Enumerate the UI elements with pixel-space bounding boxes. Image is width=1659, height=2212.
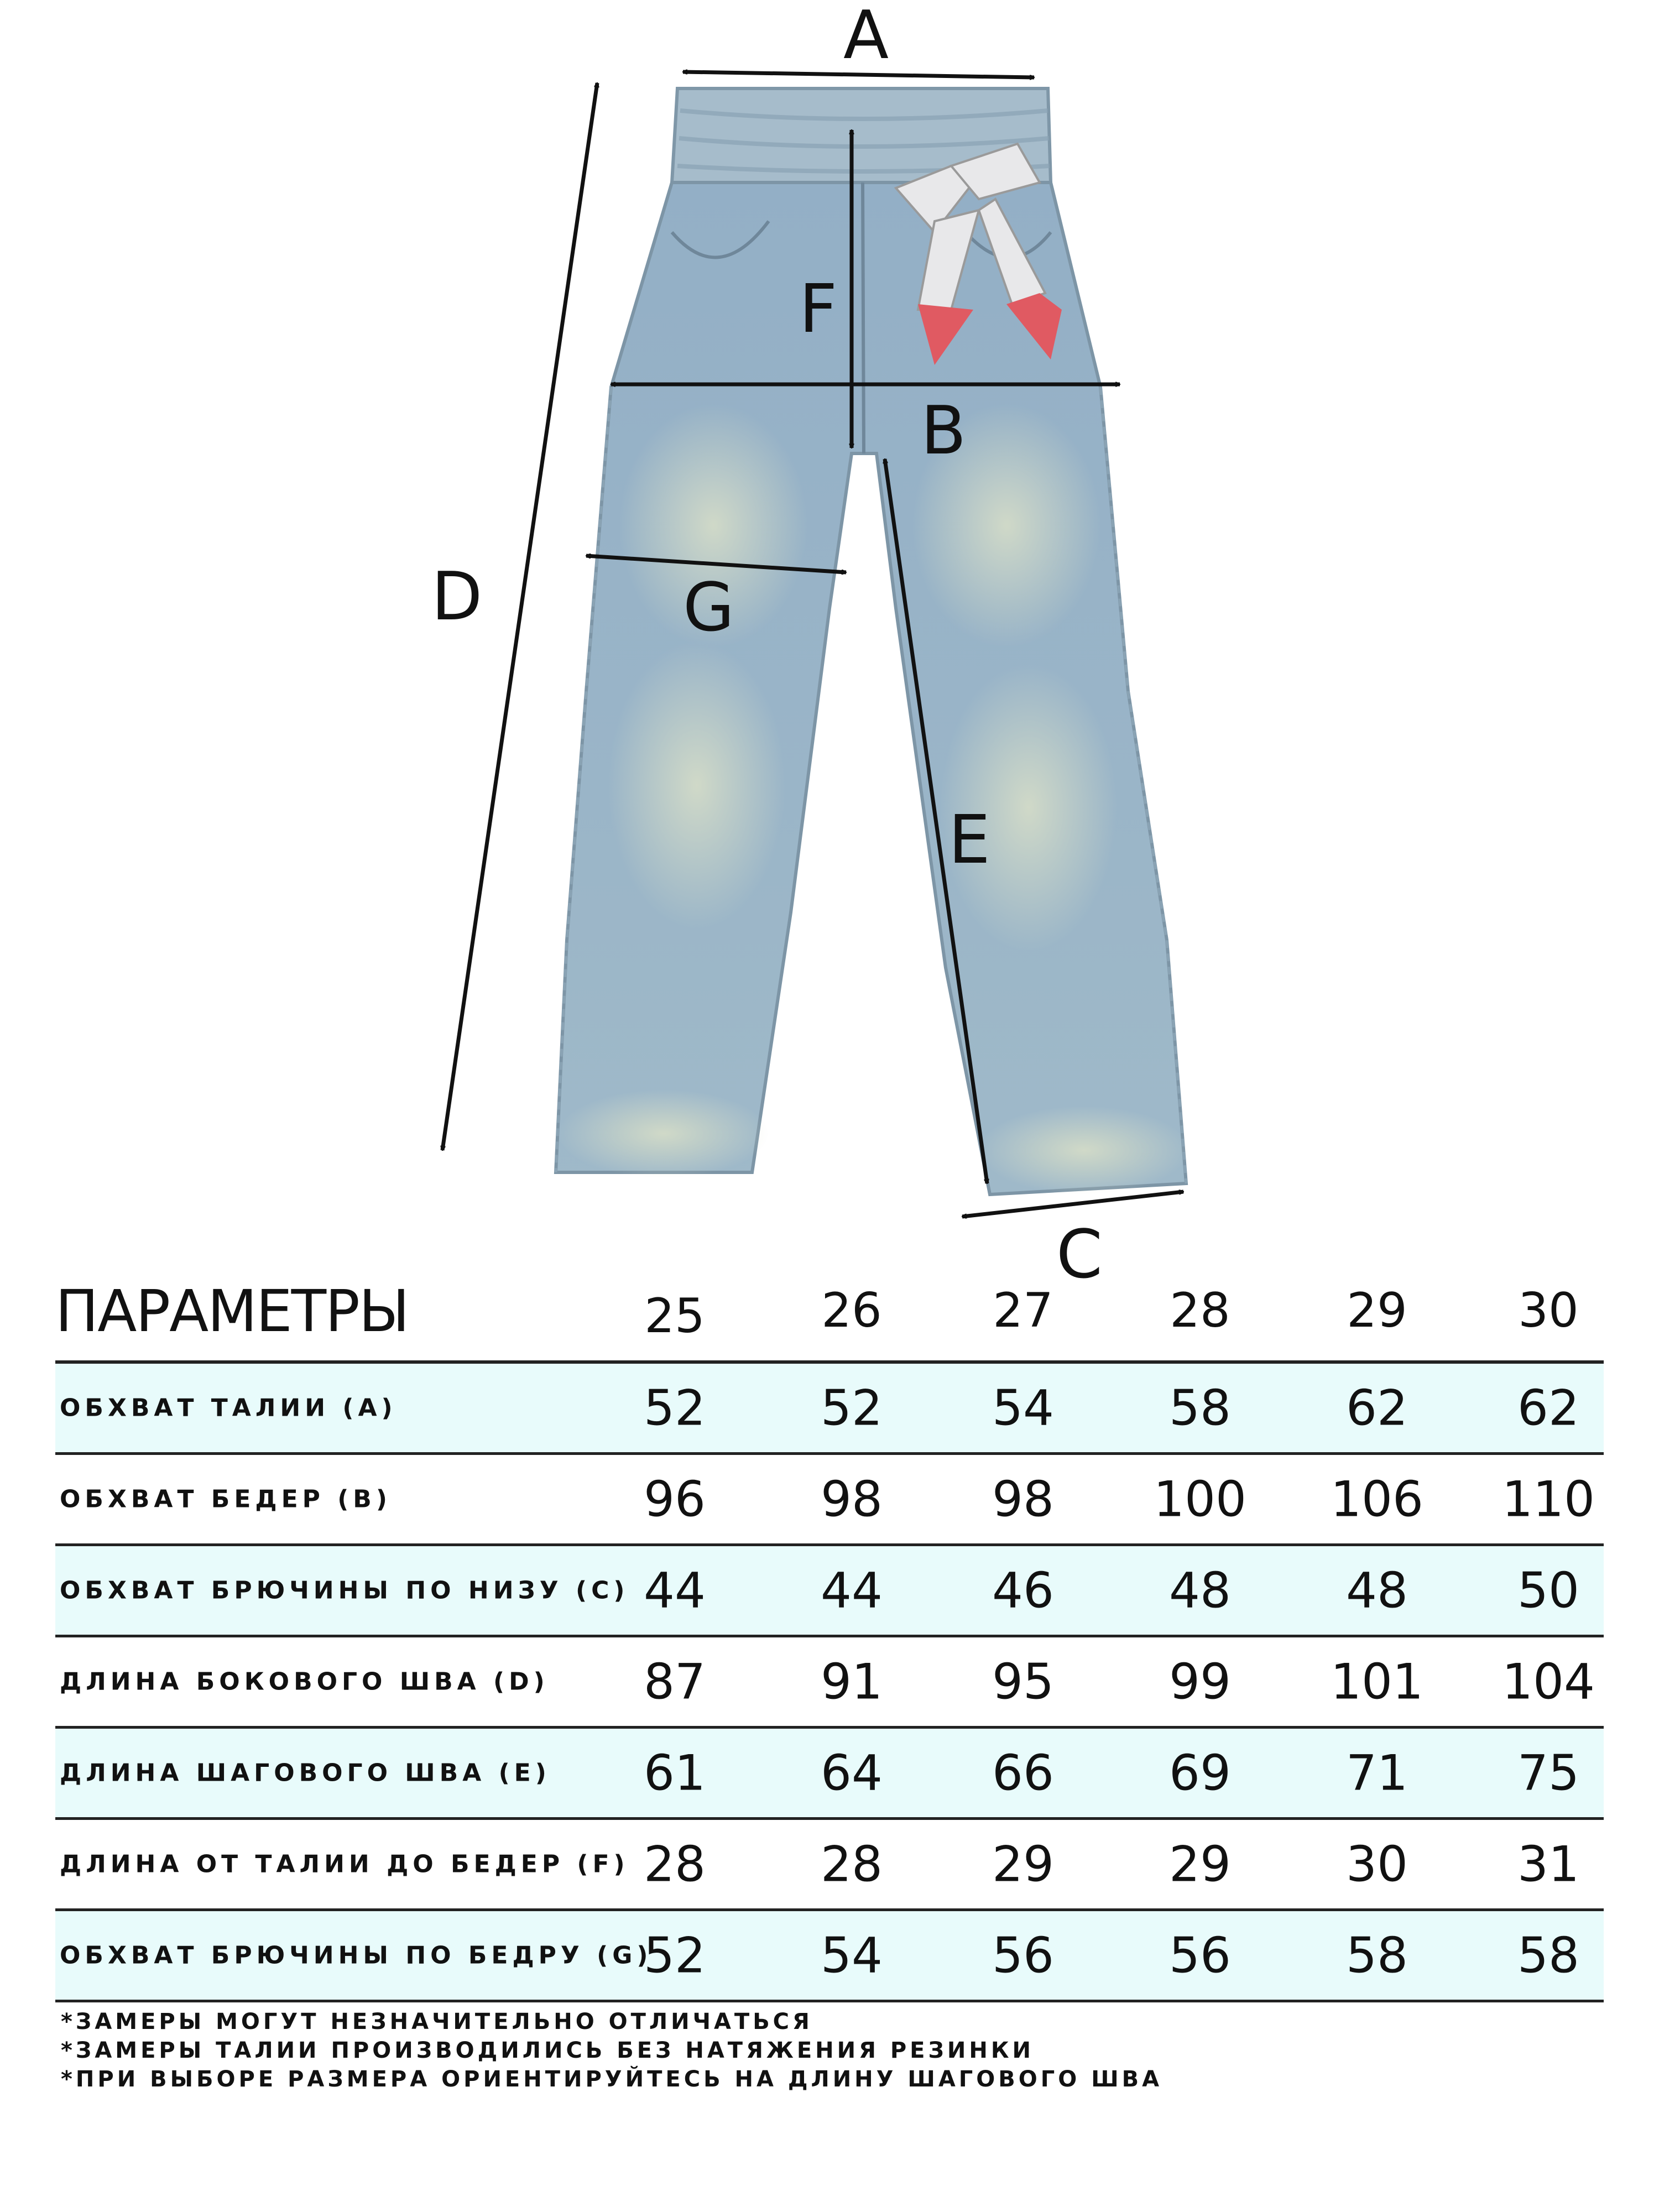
table-cell: 98 (992, 1470, 1054, 1528)
row-label: ДЛИНА БОКОВОГО ШВА (D) (60, 1667, 549, 1696)
table-cell: 110 (1502, 1470, 1595, 1528)
table-cell: 100 (1154, 1470, 1246, 1528)
table-row (55, 1637, 1604, 1729)
footnotes (61, 2007, 1162, 2094)
table-cell: 48 (1346, 1562, 1408, 1619)
table-row (55, 1729, 1604, 1820)
table-cell: 69 (1169, 1744, 1231, 1802)
table-cell: 91 (821, 1653, 883, 1710)
table-cell: 44 (644, 1562, 706, 1619)
table-cell: 96 (644, 1470, 706, 1528)
table-cell: 30 (1346, 1835, 1408, 1893)
table-cell: 71 (1346, 1744, 1408, 1802)
table-cell: 48 (1169, 1562, 1231, 1619)
label-d: D (431, 559, 483, 635)
label-e: E (948, 802, 990, 879)
size-chart-table (55, 1266, 1604, 2002)
size-header: 26 (821, 1283, 882, 1338)
table-cell: 62 (1517, 1379, 1579, 1437)
table-row (55, 1364, 1604, 1455)
table-cell: 46 (992, 1562, 1054, 1619)
table-cell: 104 (1502, 1653, 1595, 1710)
table-cell: 66 (992, 1744, 1054, 1802)
row-label: ДЛИНА ШАГОВОГО ШВА (Е) (60, 1759, 551, 1787)
table-row (55, 1455, 1604, 1546)
table-cell: 28 (821, 1835, 883, 1893)
table-cell: 75 (1517, 1744, 1579, 1802)
table-cell: 58 (1517, 1927, 1579, 1984)
footnote: *ЗАМЕРЫ ТАЛИИ ПРОИЗВОДИЛИСЬ БЕЗ НАТЯЖЕНИЯ РЕЗИНКИ (61, 2038, 1035, 2063)
table-cell: 54 (821, 1927, 883, 1984)
table-cell: 98 (821, 1470, 883, 1528)
table-cell: 61 (644, 1744, 706, 1802)
label-b: B (921, 393, 967, 469)
table-cell: 52 (821, 1379, 883, 1437)
footnote: *ЗАМЕРЫ МОГУТ НЕЗНАЧИТЕЛЬНО ОТЛИЧАТЬСЯ (61, 2009, 813, 2034)
table-cell: 101 (1331, 1653, 1423, 1710)
size-header: 29 (1347, 1283, 1407, 1338)
table-cell: 31 (1517, 1835, 1579, 1893)
table-cell: 50 (1517, 1562, 1579, 1619)
table-cell: 58 (1169, 1379, 1231, 1437)
table-cell: 29 (992, 1835, 1054, 1893)
footnote: *ПРИ ВЫБОРЕ РАЗМЕРА ОРИЕНТИРУЙТЕСЬ НА ДЛИНУ ШАГОВОГО ШВА (61, 2067, 1163, 2092)
size-header: 28 (1170, 1283, 1230, 1338)
label-a: A (843, 0, 889, 74)
table-cell: 56 (992, 1927, 1054, 1984)
row-label: ОБХВАТ БРЮЧИНЫ ПО НИЗУ (С) (60, 1576, 629, 1605)
label-f: F (799, 271, 838, 348)
table-cell: 87 (644, 1653, 706, 1710)
label-c: C (1056, 1217, 1103, 1288)
table-header (55, 1266, 1604, 1364)
table-row (55, 1911, 1604, 2002)
table-cell: 64 (821, 1744, 883, 1802)
table-cell: 106 (1331, 1470, 1423, 1528)
table-row (55, 1546, 1604, 1637)
table-cell: 52 (644, 1379, 706, 1437)
table-cell: 28 (644, 1835, 706, 1893)
table-row (55, 1820, 1604, 1911)
size-header: 30 (1518, 1283, 1579, 1338)
table-cell: 62 (1346, 1379, 1408, 1437)
table-cell: 56 (1169, 1927, 1231, 1984)
row-label: ОБХВАТ БЕДЕР (В) (60, 1485, 392, 1514)
table-cell: 95 (992, 1653, 1054, 1710)
table-title: ПАРАМЕТРЫ (55, 1277, 409, 1345)
row-label: ОБХВАТ БРЮЧИНЫ ПО БЕДРУ (G) (60, 1941, 653, 1970)
table-cell: 99 (1169, 1653, 1231, 1710)
table-cell: 44 (821, 1562, 883, 1619)
size-header: 27 (993, 1283, 1053, 1338)
row-label: ДЛИНА ОТ ТАЛИИ ДО БЕДЕР (F) (60, 1850, 629, 1879)
jeans-image (556, 88, 1189, 1194)
row-label: ОБХВАТ ТАЛИИ (А) (60, 1394, 397, 1422)
table-cell: 58 (1346, 1927, 1408, 1984)
table-cell: 52 (644, 1927, 706, 1984)
label-g: G (683, 570, 734, 646)
size-header: 25 (644, 1288, 705, 1344)
table-cell: 54 (992, 1379, 1054, 1437)
table-cell: 29 (1169, 1835, 1231, 1893)
